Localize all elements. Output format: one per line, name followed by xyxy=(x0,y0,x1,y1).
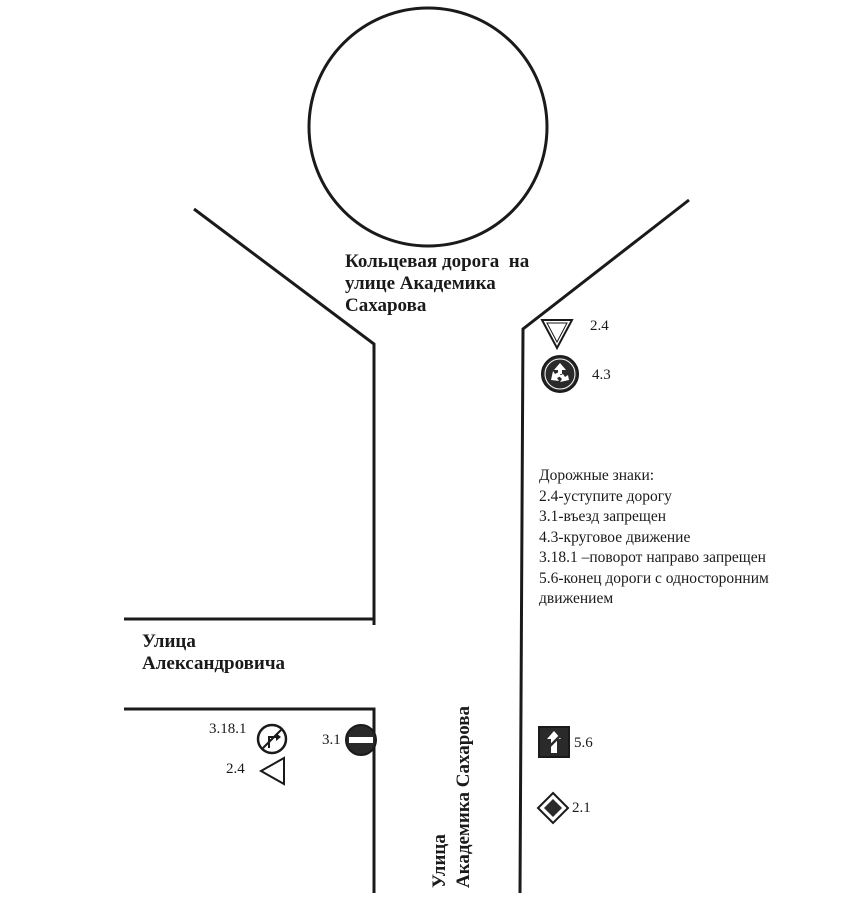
no-right-turn-code: 3.18.1 xyxy=(209,721,247,737)
roundabout-code: 4.3 xyxy=(592,367,611,383)
street-sakharova-label xyxy=(428,706,476,888)
legend-item: 2.4-уступите дорогу xyxy=(539,487,672,505)
yield-left-code: 2.4 xyxy=(226,761,245,777)
legend-item: движением xyxy=(539,590,614,607)
no-entry-code: 3.1 xyxy=(322,732,341,748)
street-alexandrovicha-line2: Александровича xyxy=(142,652,286,674)
no-entry-sign-icon xyxy=(344,723,378,757)
end-one-way-code: 5.6 xyxy=(574,735,593,751)
street-alexandrovicha-label xyxy=(142,631,285,675)
yield-left-sign-icon xyxy=(258,756,288,786)
no-right-turn-sign-icon xyxy=(256,723,288,755)
legend-item: 5.6-конец дороги с односторонним xyxy=(539,569,769,587)
legend-title: Дорожные знаки: xyxy=(539,467,655,484)
main-road-code: 2.1 xyxy=(572,800,591,816)
roundabout-title-line1: Кольцевая дорога на xyxy=(345,251,530,272)
legend-item: 3.1-въезд запрещен xyxy=(539,508,666,525)
legend-item: 4.3-круговое движение xyxy=(539,528,691,546)
street-sakharova-line2: Академика Сахарова xyxy=(452,705,474,888)
yield-top-code: 2.4 xyxy=(590,318,609,334)
roundabout-circle xyxy=(309,8,547,246)
end-one-way-sign-icon xyxy=(538,726,570,758)
roundabout-title-line3: Сахарова xyxy=(345,294,427,316)
legend-item: 3.18.1 –поворот направо запрещен xyxy=(539,549,766,566)
yield-sign-icon xyxy=(540,317,574,351)
main-road-sign-icon xyxy=(536,791,570,825)
legend xyxy=(539,466,769,610)
street-sakharova-line1: Улица xyxy=(429,834,450,888)
street-alexandrovicha-line1: Улица xyxy=(142,631,196,652)
roundabout-sign-icon xyxy=(540,354,580,394)
roundabout-title xyxy=(345,251,529,317)
roundabout-title-line2: улице Академика xyxy=(345,272,496,294)
